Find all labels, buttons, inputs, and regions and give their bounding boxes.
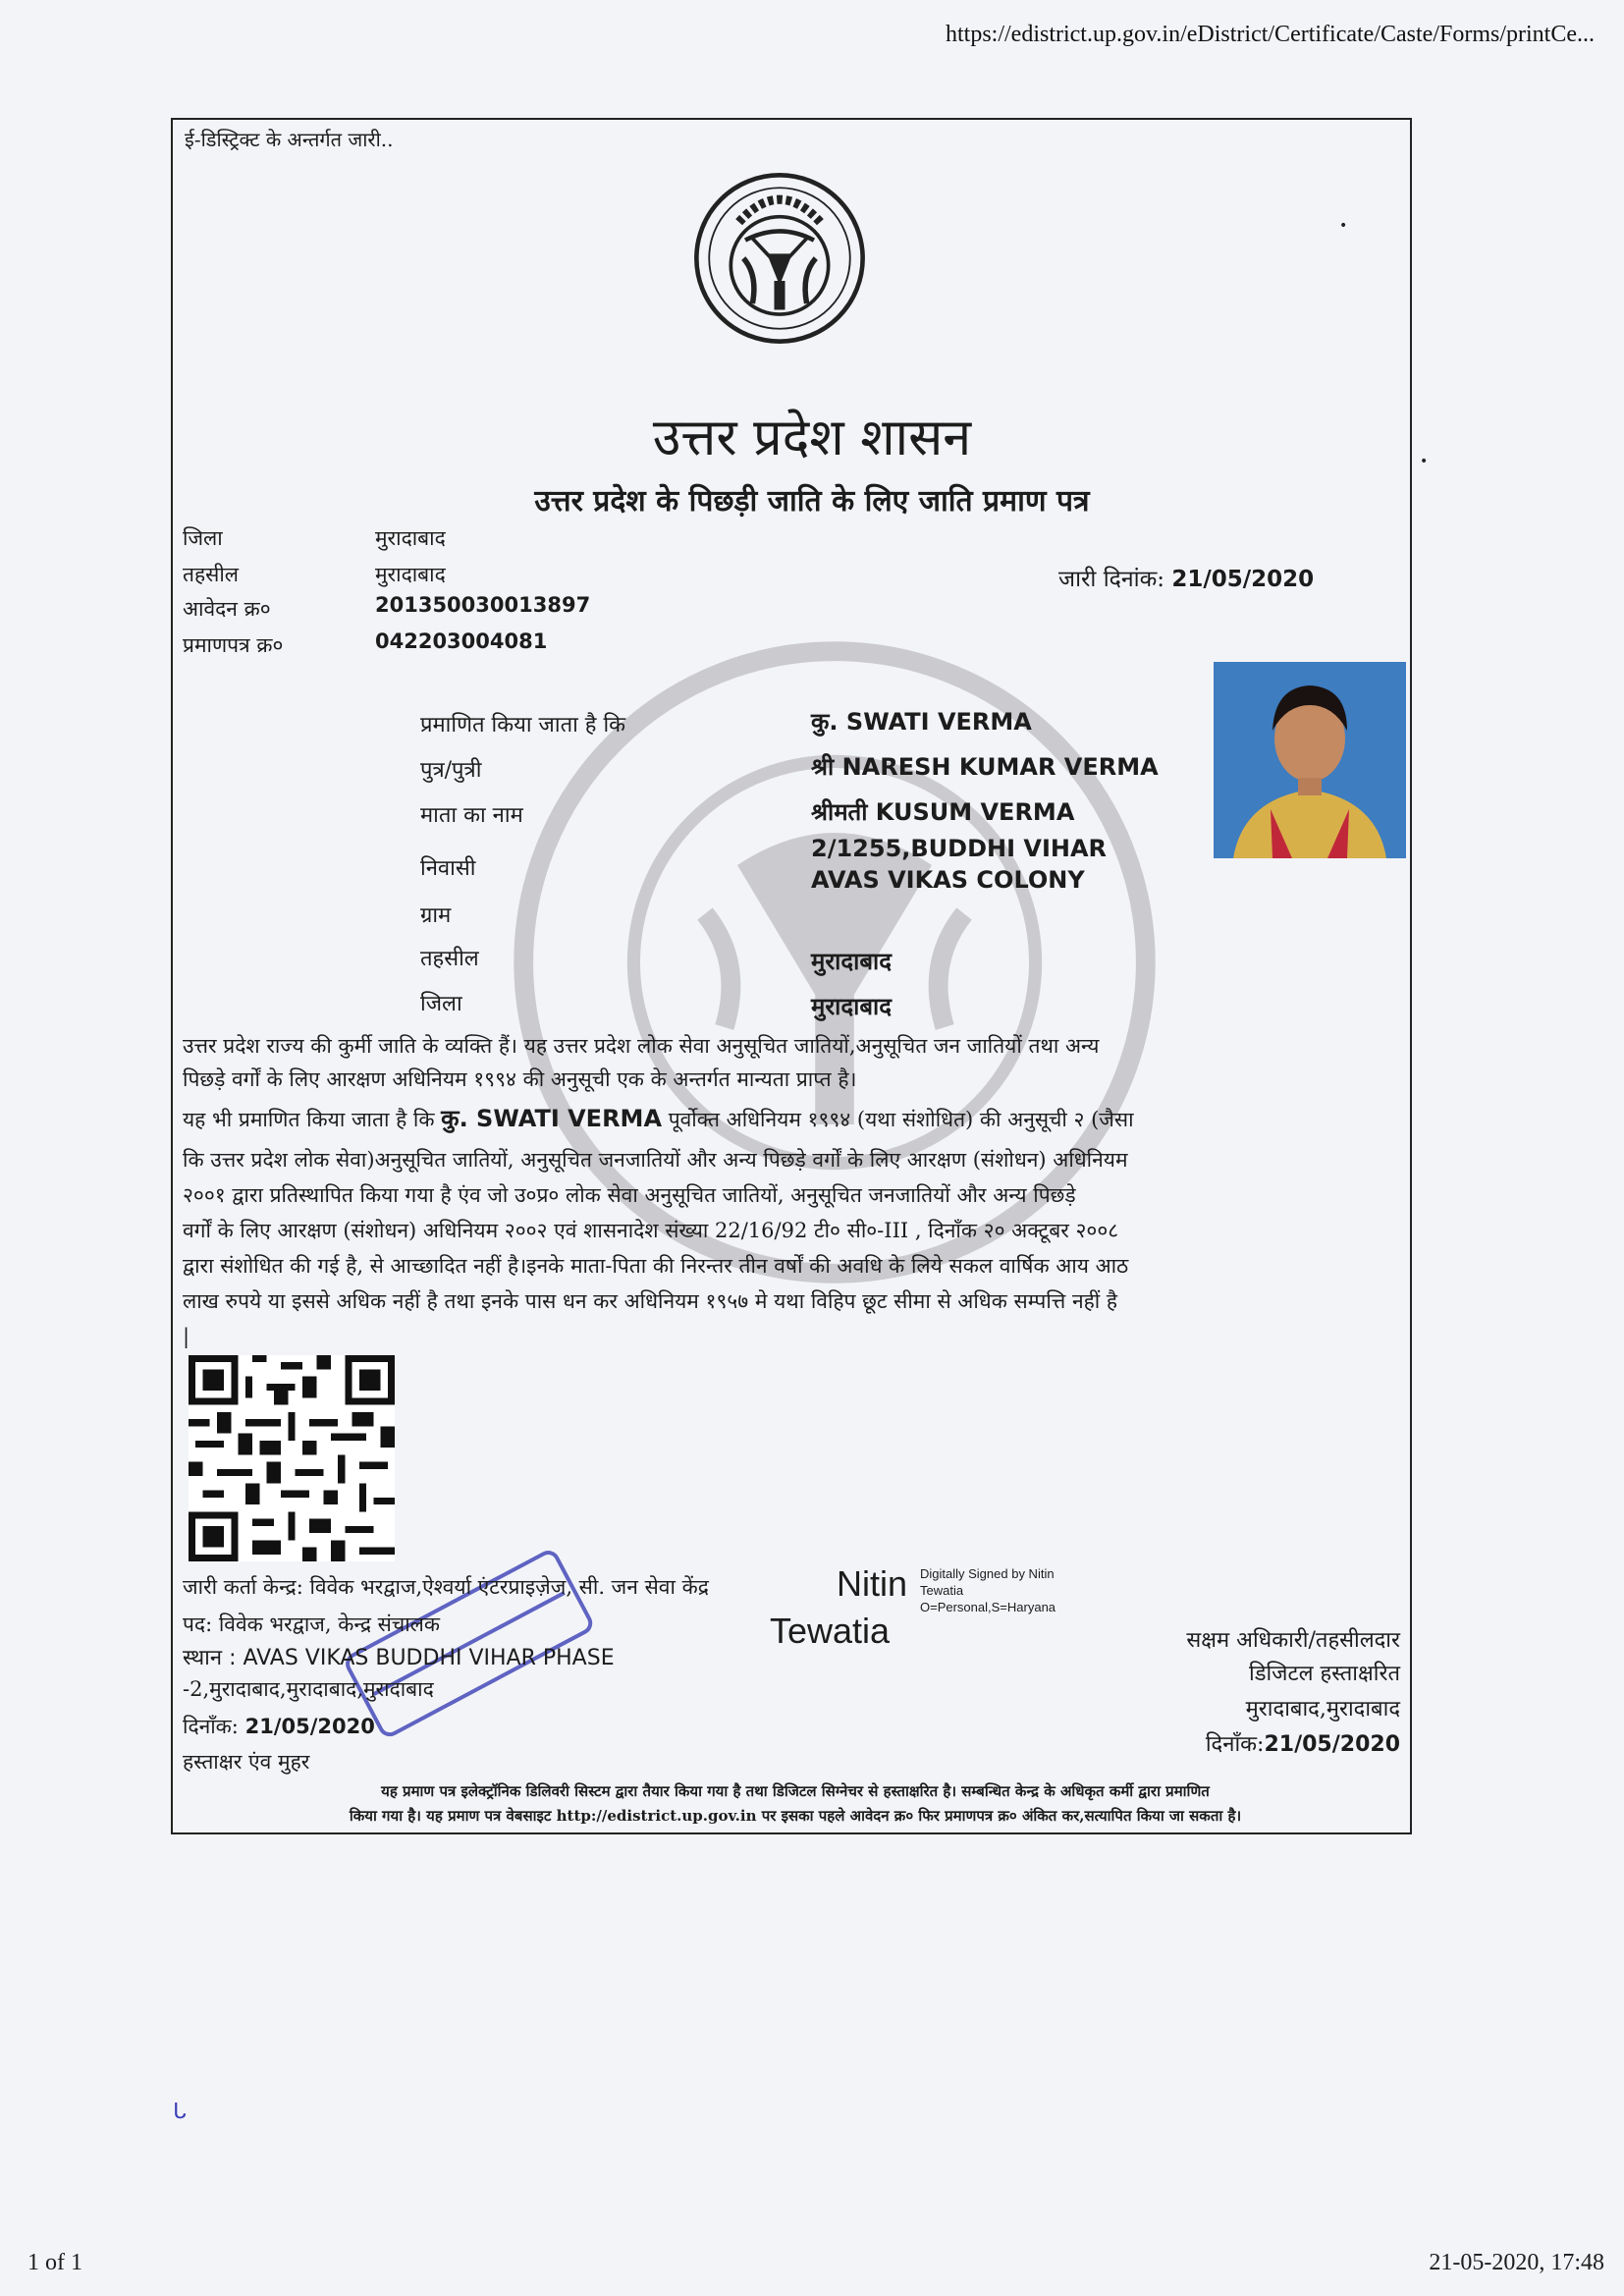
issuer-date <box>183 1713 375 1740</box>
issuer-post: पद: विवेक भरद्वाज, केन्द्र संचालक <box>183 1613 441 1636</box>
pen-mark: ᒐ <box>173 2100 187 2124</box>
paragraph-creamy-line5: द्वारा संशोधित की गई है, से आच्छादित नहीं है।इनके माता-पिता की निरन्तर तीन वर्षों की अवधि के लिये सकल वार्षिक आय आठ <box>183 1254 1129 1278</box>
resident-label: निवासी <box>420 856 476 881</box>
signature-meta-line3: O=Personal,S=Haryana <box>920 1600 1056 1614</box>
certify-label: प्रमाणित किया जाता है कि <box>420 713 626 738</box>
authority-digital: डिजिटल हस्ताक्षरित <box>1249 1662 1400 1686</box>
para2-prefix: यह भी प्रमाणित किया जाता है कि <box>183 1108 435 1131</box>
page-url: https://edistrict.up.gov.in/eDistrict/Certificate/Caste/Forms/printCe... <box>945 22 1595 47</box>
district-value: मुरादाबाद <box>375 526 446 550</box>
mother-label: माता का नाम <box>420 803 523 828</box>
issuer-date-value: 21/05/2020 <box>244 1715 375 1738</box>
mother-name: श्रीमती KUSUM VERMA <box>811 798 1075 826</box>
parent-label: पुत्र/पुत्री <box>420 758 482 783</box>
issuer-place-line2: -2,मुरादाबाद,मुरादाबाद,मुरादाबाद <box>183 1677 434 1701</box>
district2-label: जिला <box>420 992 462 1016</box>
paragraph-end-mark: | <box>183 1325 190 1348</box>
certificate-subtitle: उत्तर प्रदेश के पिछड़ी जाति के लिए जाति प्रमाण पत्र <box>534 484 1090 519</box>
address-line1: 2/1255,BUDDHI VIHAR <box>811 835 1108 862</box>
paragraph-caste-line2: पिछड़े वर्गों के लिए आरक्षण अधिनियम १९९४ की अनुसूची एक के अन्तर्गत मान्यता प्राप्त है। <box>183 1067 857 1091</box>
tehsil-label: तहसील <box>183 563 239 586</box>
certificate-no-label: प्रमाणपत्र क्र० <box>183 633 284 657</box>
scan-dot: • <box>1339 218 1348 234</box>
application-no-value: 201350030013897 <box>375 593 591 617</box>
disclaimer-line1: यह प्रमाण पत्र इलेक्ट्रॉनिक डिलिवरी सिस्टम द्वारा तैयार किया गया है तथा डिजिटल सिग्नेचर से हस्ताक्षरित है। सम्बन्धित केन्द्र के अधिकृत कर्मी द्वारा प्रमाणित <box>381 1782 1210 1800</box>
disclaimer <box>187 1779 1404 1829</box>
issuer-place-line1: स्थान : AVAS VIKAS BUDDHI VIHAR PHASE <box>183 1646 615 1670</box>
digital-signature-meta <box>920 1565 1116 1615</box>
paragraph-creamy-line4: वर्गों के लिए आरक्षण (संशोधन) अधिनियम २००२ एवं शासनादेश संख्या 22/16/92 टी० सी०-III , दिनाँक २० अक्टूबर २००८ <box>183 1219 1119 1242</box>
up-government-emblem-icon <box>689 165 870 352</box>
scan-dot: • <box>1420 454 1429 469</box>
application-no-label: आवेदन क्र० <box>183 597 271 621</box>
tehsil-value: मुरादाबाद <box>375 563 446 586</box>
issuer-date-label: दिनाँक: <box>183 1715 239 1738</box>
issuer-sign-label: हस्ताक्षर एंव मुहर <box>183 1750 310 1774</box>
district2-value: मुरादाबाद <box>811 993 893 1020</box>
paragraph-creamy-line2: कि उत्तर प्रदेश लोक सेवा)अनुसूचित जातियों, अनुसूचित जनजातियों और अन्य पिछड़े वर्गों के लिए आरक्षण (संशोधन) अधिनियम <box>183 1148 1128 1172</box>
issue-date-value: 21/05/2020 <box>1171 567 1315 592</box>
digital-signature-name-first: Nitin <box>837 1563 908 1604</box>
disclaimer-line2: किया गया है। यह प्रमाण पत्र वेबसाइट http://edistrict.up.gov.in पर इसका पहले आवेदन क्र० फिर प्रमाणपत्र क्र० अंकित कर,सत्यापित किया जा सकता है। <box>349 1807 1242 1825</box>
authority-title: सक्षम अधिकारी/तहसीलदार <box>1186 1628 1400 1653</box>
issuer-center: जारी कर्ता केन्द्र: विवेक भरद्वाज,ऐश्वर्या एंटरप्राइज़ेज, सी. जन सेवा केंद्र <box>183 1575 709 1599</box>
issue-date <box>1058 562 1314 593</box>
paragraph-creamy-line6: लाख रुपये या इससे अधिक नहीं है तथा इनके पास धन कर अधिनियम १९५७ मे यथा विहिप छूट सीमा से अधिक सम्पत्ति नहीं है <box>183 1289 1118 1313</box>
signature-meta-line2: Tewatia <box>920 1583 964 1598</box>
corner-note: ई-डिस्ट्रिक्ट के अन्तर्गत जारी.. <box>185 128 394 151</box>
print-datetime: 21-05-2020, 17:48 <box>1429 2250 1604 2275</box>
page-count: 1 of 1 <box>27 2250 82 2275</box>
para2-applicant-name: कु. SWATI VERMA <box>441 1105 663 1132</box>
qr-code-icon[interactable] <box>189 1355 395 1561</box>
paragraph-creamy-line1 <box>183 1102 1406 1136</box>
paragraph-caste-line1: उत्तर प्रदेश राज्य की कुर्मी जाति के व्यक्ति हैं। यह उत्तर प्रदेश लोक सेवा अनुसूचित जातियों,अनुसूचित जन जातियों तथा अन्य <box>183 1034 1100 1058</box>
authority-location: मुरादाबाद,मुरादाबाद <box>1245 1697 1400 1722</box>
address-line2: AVAS VIKAS COLONY <box>811 866 1085 894</box>
authority-date <box>1086 1728 1400 1758</box>
father-name: श्री NARESH KUMAR VERMA <box>811 753 1159 781</box>
person-photo-icon <box>1214 662 1406 858</box>
issue-date-label: जारी दिनांक: <box>1058 567 1165 592</box>
paragraph-creamy-line3: २००१ द्वारा प्रतिस्थापित किया गया है एंव जो उ०प्र० लोक सेवा अनुसूचित जातियों, अनुसूचित जनजातियों और अन्य पिछड़े <box>183 1183 1076 1207</box>
para2-rest: पूर्वोक्त अधिनियम १९९४ (यथा संशोधित) की अनुसूची २ (जैसा <box>668 1108 1134 1131</box>
certificate-no-value: 042203004081 <box>375 629 548 653</box>
applicant-photo <box>1214 662 1406 858</box>
tehsil2-label: तहसील <box>420 947 479 971</box>
digital-signature-name-last: Tewatia <box>770 1611 891 1651</box>
certificate-title: उत्तर प्रदेश शासन <box>652 409 972 467</box>
signature-meta-line1: Digitally Signed by Nitin <box>920 1566 1055 1581</box>
applicant-name: कु. SWATI VERMA <box>811 708 1032 736</box>
district-label: जिला <box>183 526 223 550</box>
tehsil2-value: मुरादाबाद <box>811 948 893 975</box>
authority-date-label: दिनाँक: <box>1205 1732 1265 1757</box>
village-label: ग्राम <box>420 903 452 928</box>
authority-date-value: 21/05/2020 <box>1264 1732 1400 1757</box>
